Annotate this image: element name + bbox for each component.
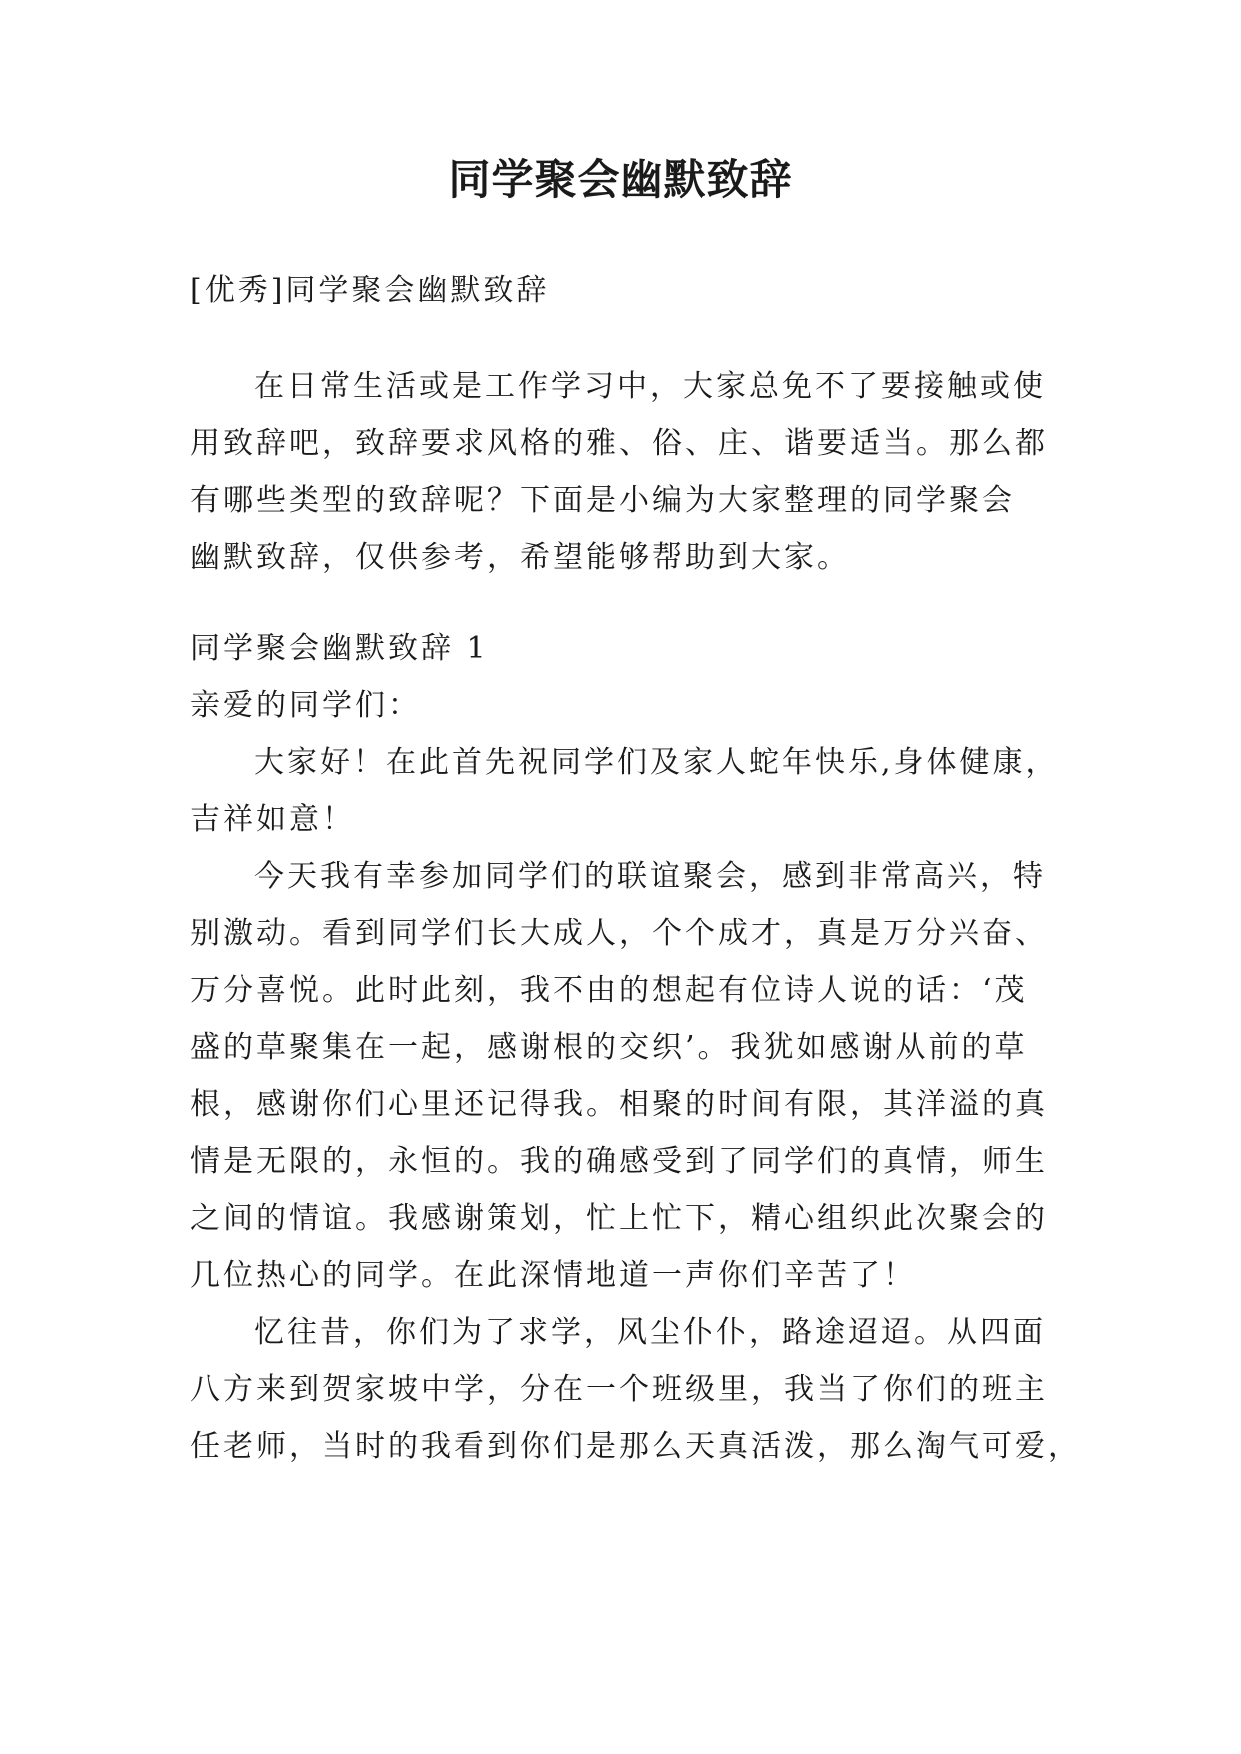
document-subtitle bbox=[190, 262, 1050, 319]
paragraph-line: 情是无限的，永恒的。我的确感受到了同学们的真情，师生 bbox=[190, 1144, 1048, 1179]
paragraph-line: 几位热心的同学。在此深情地道一声你们辛苦了！ bbox=[190, 1258, 916, 1293]
intro-line: 幽默致辞，仅供参考，希望能够帮助到大家。 bbox=[190, 540, 850, 575]
paragraph-line: 盛的草聚集在一起，感谢根的交织’。我犹如感谢从前的草 bbox=[190, 1030, 1028, 1065]
salutation: 亲爱的同学们： bbox=[190, 688, 421, 723]
greeting-line: 吉祥如意！ bbox=[190, 802, 355, 837]
intro-paragraph bbox=[190, 358, 1050, 586]
paragraph-line: 之间的情谊。我感谢策划，忙上忙下，精心组织此次聚会的 bbox=[190, 1201, 1048, 1236]
speech-section bbox=[190, 620, 1081, 1475]
paragraph-line: 今天我有幸参加同学们的联谊聚会，感到非常高兴，特 bbox=[254, 859, 1046, 894]
paragraph-line: 八方来到贺家坡中学，分在一个班级里，我当了你们的班主 bbox=[190, 1372, 1048, 1407]
subtitle-text: [优秀]同学聚会幽默致辞 bbox=[190, 273, 550, 308]
paragraph-line: 忆往昔，你们为了求学，风尘仆仆，路途迢迢。从四面 bbox=[254, 1315, 1046, 1350]
intro-line: 有哪些类型的致辞呢？下面是小编为大家整理的同学聚会 bbox=[190, 483, 1015, 518]
paragraph-line: 任老师，当时的我看到你们是那么天真活泼，那么淘气可爱， bbox=[190, 1429, 1081, 1464]
section-heading: 同学聚会幽默致辞 1 bbox=[190, 631, 489, 666]
paragraph-line: 别激动。看到同学们长大成人，个个成才，真是万分兴奋、 bbox=[190, 916, 1048, 951]
greeting-line: 大家好！在此首先祝同学们及家人蛇年快乐,身体健康， bbox=[254, 745, 1059, 780]
intro-line: 用致辞吧，致辞要求风格的雅、俗、庄、谐要适当。那么都 bbox=[190, 426, 1048, 461]
paragraph-line: 万分喜悦。此时此刻，我不由的想起有位诗人说的话：‘茂 bbox=[190, 973, 1028, 1008]
document-title: 同学聚会幽默致辞 bbox=[448, 155, 793, 204]
intro-line: 在日常生活或是工作学习中，大家总免不了要接触或使 bbox=[254, 369, 1046, 404]
paragraph-line: 根，感谢你们心里还记得我。相聚的时间有限，其洋溢的真 bbox=[190, 1087, 1048, 1122]
